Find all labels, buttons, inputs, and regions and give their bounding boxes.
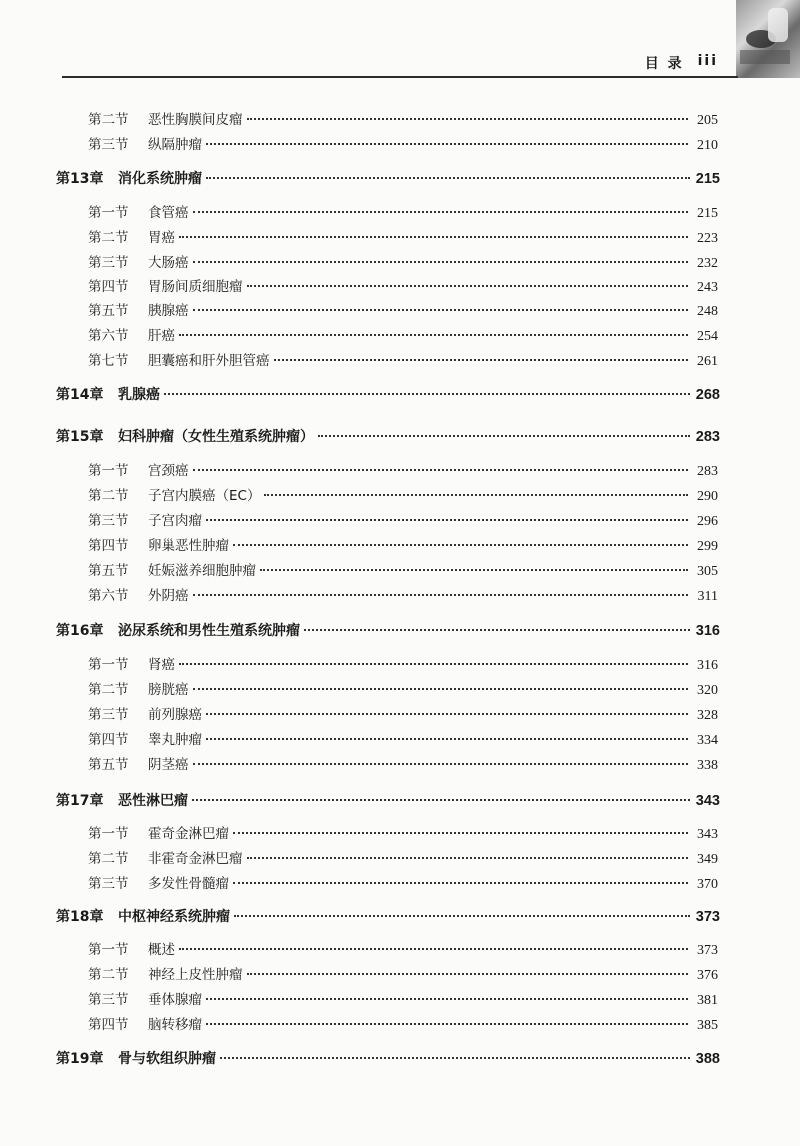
dot-leader (193, 260, 689, 263)
toc-section-row[interactable] (88, 462, 718, 481)
toc-chapter-row[interactable] (56, 1050, 720, 1068)
toc-entry-page: 268 (695, 387, 720, 403)
toc-entry-title: 消化系统肿瘤 (118, 171, 202, 187)
toc-entry-title: 外阴癌 (148, 588, 189, 604)
toc-entry-page: 316 (695, 623, 720, 639)
toc-entry-number: 第三节 (88, 876, 129, 892)
toc-section-row[interactable] (88, 136, 718, 155)
dot-leader (260, 568, 688, 571)
toc-section-row[interactable] (88, 327, 718, 346)
dot-leader (179, 333, 688, 336)
toc-entry-number: 第二节 (88, 851, 129, 867)
toc-section-row[interactable] (88, 204, 718, 223)
dot-leader (206, 712, 688, 715)
toc-entry-title: 非霍奇金淋巴瘤 (148, 851, 243, 867)
toc-chapter-row[interactable] (56, 792, 720, 810)
toc-entry-number: 第16章 (56, 623, 104, 639)
toc-entry-page: 373 (695, 909, 720, 925)
toc-entry-page: 349 (697, 852, 718, 867)
toc-entry-number: 第四节 (88, 732, 129, 748)
toc-entry-number: 第六节 (88, 588, 129, 604)
header-title: 目 录 (644, 56, 684, 72)
running-header (645, 53, 718, 73)
toc-entry-page: 232 (697, 256, 718, 271)
toc-entry-title: 肾癌 (148, 657, 175, 673)
dot-leader (233, 881, 688, 884)
dot-leader (304, 628, 690, 631)
toc-section-row[interactable] (88, 756, 718, 775)
toc-entry-number: 第一节 (88, 205, 129, 221)
toc-section-row[interactable] (88, 278, 718, 297)
toc-section-row[interactable] (88, 825, 718, 844)
toc-entry-title: 胃癌 (148, 230, 175, 246)
toc-section-row[interactable] (88, 254, 718, 273)
toc-entry-title: 胰腺癌 (148, 303, 189, 319)
toc-entry-title: 恶性淋巴瘤 (118, 793, 188, 809)
toc-entry-title: 霍奇金淋巴瘤 (148, 826, 229, 842)
toc-entry-title: 胃肠间质细胞瘤 (148, 279, 243, 295)
toc-entry-title: 泌尿系统和男性生殖系统肿瘤 (118, 623, 300, 639)
toc-section-row[interactable] (88, 512, 718, 531)
toc-chapter-row[interactable] (56, 908, 720, 926)
toc-entry-page: 381 (697, 993, 718, 1008)
toc-entry-title: 睾丸肿瘤 (148, 732, 202, 748)
toc-section-row[interactable] (88, 302, 718, 321)
toc-chapter-row[interactable] (56, 170, 720, 188)
photo-shape (768, 8, 788, 42)
toc-entry-number: 第一节 (88, 942, 129, 958)
dot-leader (193, 468, 689, 471)
toc-entry-page: 205 (697, 113, 718, 128)
dot-leader (193, 210, 689, 213)
toc-entry-number: 第一节 (88, 657, 129, 673)
toc-entry-title: 前列腺癌 (148, 707, 202, 723)
toc-section-row[interactable] (88, 352, 718, 371)
toc-entry-number: 第17章 (56, 793, 104, 809)
dot-leader (192, 798, 690, 801)
dot-leader (234, 914, 690, 917)
toc-entry-page: 283 (697, 464, 718, 479)
toc-entry-page: 296 (697, 514, 718, 529)
dot-leader (274, 358, 689, 361)
toc-entry-number: 第四节 (88, 1017, 129, 1033)
toc-entry-number: 第三节 (88, 513, 129, 529)
toc-entry-number: 第13章 (56, 171, 104, 187)
dot-leader (179, 947, 688, 950)
toc-entry-page: 338 (697, 758, 718, 773)
toc-section-row[interactable] (88, 487, 718, 506)
dot-leader (193, 762, 689, 765)
toc-entry-page: 320 (697, 683, 718, 698)
toc-entry-title: 妊娠滋养细胞肿瘤 (148, 563, 256, 579)
toc-entry-number: 第三节 (88, 137, 129, 153)
toc-section-row[interactable] (88, 941, 718, 960)
toc-section-row[interactable] (88, 681, 718, 700)
toc-section-row[interactable] (88, 731, 718, 750)
toc-section-row[interactable] (88, 111, 718, 130)
toc-section-row[interactable] (88, 875, 718, 894)
toc-entry-number: 第二节 (88, 230, 129, 246)
dot-leader (318, 434, 690, 437)
toc-entry-title: 恶性胸膜间皮瘤 (148, 112, 243, 128)
toc-entry-number: 第14章 (56, 387, 104, 403)
toc-entry-title: 骨与软组织肿瘤 (118, 1051, 216, 1067)
toc-section-row[interactable] (88, 850, 718, 869)
toc-entry-number: 第二节 (88, 967, 129, 983)
toc-entry-number: 第四节 (88, 279, 129, 295)
toc-entry-title: 垂体腺瘤 (148, 992, 202, 1008)
toc-entry-title: 妇科肿瘤（女性生殖系统肿瘤） (118, 429, 314, 445)
toc-section-row[interactable] (88, 706, 718, 725)
toc-entry-page: 370 (697, 877, 718, 892)
dot-leader (264, 493, 688, 496)
toc-entry-title: 纵隔肿瘤 (148, 137, 202, 153)
toc-entry-page: 376 (697, 968, 718, 983)
toc-entry-page: 254 (697, 329, 718, 344)
toc-entry-title: 肝癌 (148, 328, 175, 344)
toc-entry-number: 第五节 (88, 563, 129, 579)
dot-leader (179, 662, 688, 665)
toc-entry-page: 373 (697, 943, 718, 958)
toc-entry-page: 299 (697, 539, 718, 554)
dot-leader (220, 1056, 690, 1059)
toc-entry-page: 210 (697, 138, 718, 153)
toc-section-row[interactable] (88, 562, 718, 581)
toc-entry-page: 388 (695, 1051, 720, 1067)
toc-entry-number: 第七节 (88, 353, 129, 369)
toc-entry-number: 第19章 (56, 1051, 104, 1067)
toc-section-row[interactable] (88, 1016, 718, 1035)
toc-chapter-row[interactable] (56, 386, 720, 404)
toc-entry-title: 脑转移瘤 (148, 1017, 202, 1033)
toc-entry-number: 第二节 (88, 112, 129, 128)
dot-leader (164, 392, 690, 395)
toc-entry-page: 311 (697, 589, 718, 604)
toc-entry-title: 概述 (148, 942, 175, 958)
toc-section-row[interactable] (88, 991, 718, 1010)
toc-entry-page: 261 (697, 354, 718, 369)
toc-section-row[interactable] (88, 537, 718, 556)
toc-entry-title: 乳腺癌 (118, 387, 160, 403)
corner-photo (736, 0, 800, 78)
toc-section-row[interactable] (88, 966, 718, 985)
toc-entry-number: 第三节 (88, 255, 129, 271)
dot-leader (206, 1022, 688, 1025)
toc-entry-number: 第六节 (88, 328, 129, 344)
dot-leader (206, 997, 688, 1000)
toc-entry-title: 子宫肉瘤 (148, 513, 202, 529)
toc-entry-number: 第五节 (88, 303, 129, 319)
toc-entry-number: 第二节 (88, 488, 129, 504)
toc-entry-page: 283 (695, 429, 720, 445)
toc-entry-title: 中枢神经系统肿瘤 (118, 909, 230, 925)
toc-chapter-row[interactable] (56, 428, 720, 446)
dot-leader (247, 856, 689, 859)
toc-entry-title: 子宫内膜癌（EC） (148, 488, 261, 504)
toc-section-row[interactable] (88, 229, 718, 248)
dot-leader (247, 972, 689, 975)
toc-entry-number: 第一节 (88, 826, 129, 842)
toc-entry-page: 385 (697, 1018, 718, 1033)
toc-section-row[interactable] (88, 587, 718, 606)
toc-entry-number: 第一节 (88, 463, 129, 479)
toc-entry-page: 328 (697, 708, 718, 723)
toc-entry-number: 第15章 (56, 429, 104, 445)
toc-entry-number: 第18章 (56, 909, 104, 925)
dot-leader (193, 687, 689, 690)
toc-entry-title: 宫颈癌 (148, 463, 189, 479)
toc-entry-page: 248 (697, 304, 718, 319)
toc-section-row[interactable] (88, 656, 718, 675)
header-rule (62, 76, 738, 78)
toc-entry-title: 多发性骨髓瘤 (148, 876, 229, 892)
toc-chapter-row[interactable] (56, 622, 720, 640)
toc-entry-number: 第三节 (88, 707, 129, 723)
dot-leader (206, 737, 688, 740)
dot-leader (179, 235, 688, 238)
dot-leader (206, 142, 688, 145)
toc-entry-title: 卵巢恶性肿瘤 (148, 538, 229, 554)
toc-entry-page: 334 (697, 733, 718, 748)
header-page-number: iii (697, 53, 718, 69)
toc-entry-page: 243 (697, 280, 718, 295)
toc-entry-number: 第二节 (88, 682, 129, 698)
toc-entry-number: 第三节 (88, 992, 129, 1008)
toc-entry-number: 第五节 (88, 757, 129, 773)
dot-leader (206, 518, 688, 521)
toc-entry-page: 305 (697, 564, 718, 579)
toc-entry-title: 食管癌 (148, 205, 189, 221)
toc-entry-page: 316 (697, 658, 718, 673)
dot-leader (206, 176, 690, 179)
toc-entry-page: 223 (697, 231, 718, 246)
toc-entry-title: 神经上皮性肿瘤 (148, 967, 243, 983)
toc-entry-page: 215 (697, 206, 718, 221)
toc-entry-page: 343 (697, 827, 718, 842)
toc-entry-title: 膀胱癌 (148, 682, 189, 698)
dot-leader (193, 308, 689, 311)
toc-entry-page: 343 (695, 793, 720, 809)
toc-entry-title: 大肠癌 (148, 255, 189, 271)
toc-entry-page: 290 (697, 489, 718, 504)
dot-leader (233, 543, 688, 546)
dot-leader (233, 831, 688, 834)
dot-leader (247, 117, 689, 120)
photo-shape (740, 50, 790, 64)
dot-leader (247, 284, 689, 287)
toc-entry-title: 胆囊癌和肝外胆管癌 (148, 353, 270, 369)
dot-leader (193, 593, 689, 596)
toc-entry-page: 215 (695, 171, 720, 187)
toc-entry-title: 阴茎癌 (148, 757, 189, 773)
toc-entry-number: 第四节 (88, 538, 129, 554)
